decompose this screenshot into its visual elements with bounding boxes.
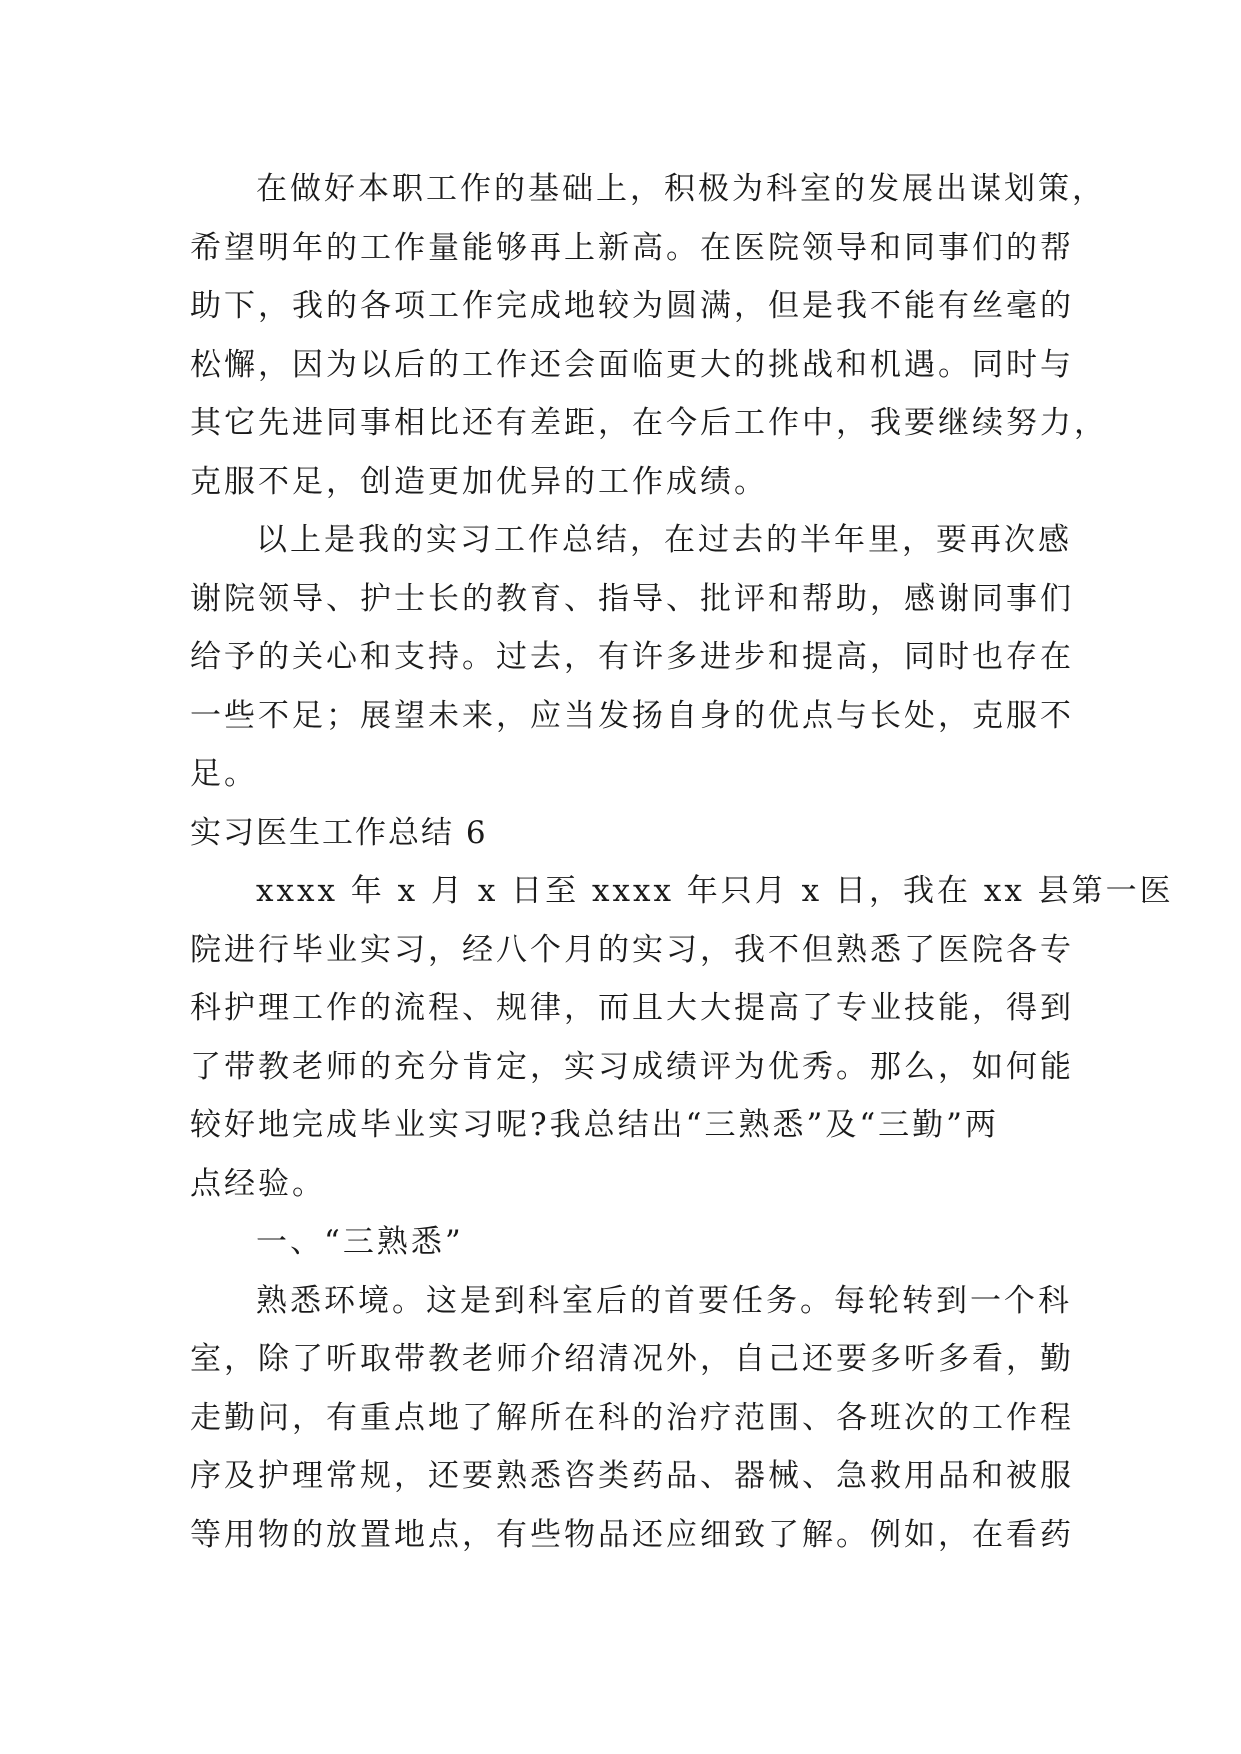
text-line: xxxx 年 x 月 x 日至 xxxx 年只月 x 日，我在 xx 县第一医 [256, 873, 1174, 909]
text-line: 了带教老师的充分肯定，实习成绩评为优秀。那么，如何能 [190, 1048, 1074, 1085]
text-line: 较好地完成毕业实习呢?我总结出“三熟悉”及“三勤”两 [190, 1107, 1000, 1143]
text-line: 序及护理常规，还要熟悉咨类药品、器械、急救用品和被服 [190, 1458, 1074, 1494]
text-line: 其它先进同事相比还有差距，在今后工作中，我要继续努力， [190, 405, 1108, 441]
subheading: 一、“三熟悉” [256, 1224, 464, 1260]
paragraph [190, 160, 1108, 511]
text-line: 走勤问，有重点地了解所在科的治疗范围、各班次的工作程 [190, 1399, 1074, 1436]
text-line: 足。 [190, 756, 258, 792]
text-line: 等用物的放置地点，有些物品还应细致了解。例如，在看药 [190, 1516, 1074, 1553]
text-line: 在做好本职工作的基础上，积极为科室的发展出谋划策， [256, 171, 1106, 207]
text-line: 一些不足；展望未来，应当发扬自身的优点与长处，克服不 [190, 697, 1074, 734]
text-line: 以上是我的实习工作总结，在过去的半年里，要再次感 [256, 522, 1072, 558]
text-line: 科护理工作的流程、规律，而且大大提高了专业技能，得到 [190, 990, 1074, 1026]
paragraph [190, 862, 1174, 1213]
text-line: 克服不足，创造更加优异的工作成绩。 [190, 463, 768, 500]
text-line: 院进行毕业实习，经八个月的实习，我不但熟悉了医院各专 [190, 931, 1074, 968]
section-title: 实习医生工作总结 6 [190, 814, 488, 851]
document-body [190, 160, 1174, 1564]
text-line: 助下，我的各项工作完成地较为圆满，但是我不能有丝毫的 [190, 288, 1074, 324]
text-line: 室，除了听取带教老师介绍清况外，自己还要多听多看，勤 [190, 1341, 1074, 1377]
paragraph [190, 511, 1074, 804]
paragraph [190, 1272, 1074, 1565]
text-line: 给予的关心和支持。过去，有许多进步和提高，同时也存在 [190, 639, 1074, 675]
text-line: 谢院领导、护士长的教育、指导、批评和帮助，感谢同事们 [190, 580, 1074, 617]
text-line: 熟悉环境。这是到科室后的首要任务。每轮转到一个科 [256, 1282, 1072, 1319]
text-line: 希望明年的工作量能够再上新高。在医院领导和同事们的帮 [190, 229, 1074, 266]
text-line: 松懈，因为以后的工作还会面临更大的挑战和机遇。同时与 [190, 346, 1074, 383]
text-line: 点经验。 [190, 1165, 326, 1202]
